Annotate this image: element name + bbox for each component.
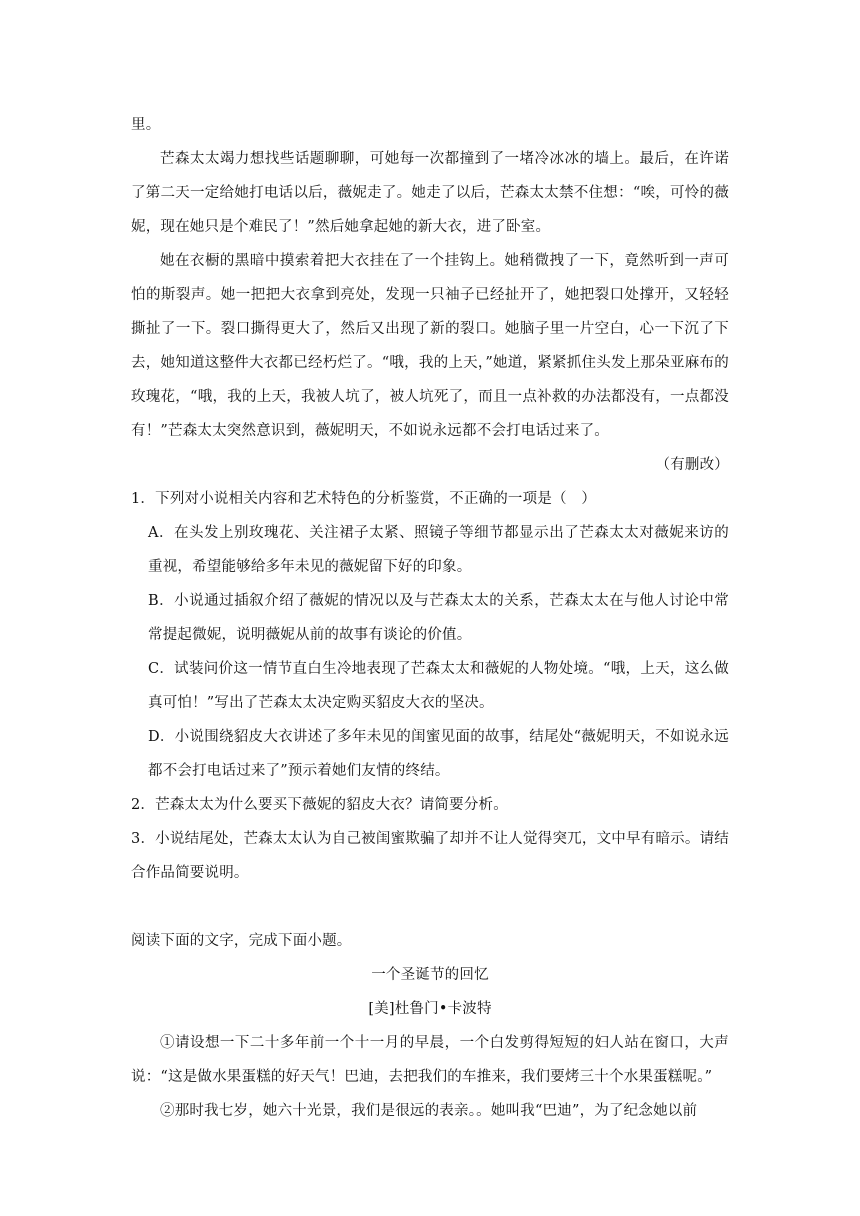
question-1: 1．下列对小说相关内容和艺术特色的分析鉴赏，不正确的一项是（ ）: [131, 491, 597, 507]
question-2: 2．芒森太太为什么要买下薇妮的貂皮大衣？请简要分析。: [131, 797, 508, 813]
option-b: B．小说通过插叙介绍了薇妮的情况以及与芒森太太的关系，芒森太太在与他人讨论中常常提起微妮，说明薇妮从前的故事有谈论的价值。: [148, 593, 729, 643]
section-instruction: 阅读下面的文字，完成下面小题。: [131, 933, 352, 949]
passage-paragraph-2: 她在衣橱的黑暗中摸索着把大衣挂在了一个挂钩上。她稍微拽了一下，竟然听到一声可怕的斯裂声。她一把把大衣拿到亮处，发现一只袖子已经扯开了，她把裂口处撑开，又轻轻撕扯了一下。裂口撕得更大了，然后又出现了新的裂口。她脑子里一片空白，心一下沉了下去，她知道这整件大衣都已经朽烂了。“哦，我的上天，”她道，紧紧抓住头发上那朵亚麻布的玫瑰花，“哦，我的上天，我被人坑了，被人坑死了，而且一点补救的办法都没有，一点都没有！”芒森太太突然意识到，薇妮明天，不如说永远都不会打电话过来了。: [131, 253, 729, 439]
section-gap: [131, 890, 729, 924]
option-c: C．试装问价这一情节直白生冷地表现了芒森太太和薇妮的人物处境。“哦，上天，这么做真可怕！”写出了芒森太太决定购买貂皮大衣的坚决。: [148, 661, 729, 711]
story-author: [美]杜鲁门•卡波特: [368, 1001, 492, 1017]
passage-tail: 里。: [131, 117, 161, 133]
option-a: A．在头发上别玫瑰花、关注裙子太紧、照镜子等细节都显示出了芒森太太对薇妮来访的重视，希望能够给多年未见的薇妮留下好的印象。: [148, 525, 729, 575]
story-paragraph-1: ①请设想一下二十多年前一个十一月的早晨，一个白发剪得短短的妇人站在窗口，大声说：“这是做水果蛋糕的好天气！巴迪，去把我们的车推来，我们要烤三十个水果蛋糕呢。”: [131, 1035, 729, 1085]
story-title: 一个圣诞节的回忆: [371, 967, 489, 983]
document-content: [131, 108, 729, 1128]
question-3: 3．小说结尾处，芒森太太认为自己被闺蜜欺骗了却并不让人觉得突兀，文中早有暗示。请结合作品简要说明。: [131, 831, 729, 881]
source-note: （有删改）: [655, 457, 729, 473]
option-d: D．小说围绕貂皮大衣讲述了多年未见的闺蜜见面的故事，结尾处“薇妮明天，不如说永远都不会打电话过来了”预示着她们友情的终结。: [148, 729, 729, 779]
passage-paragraph-1: 芒森太太竭力想找些话题聊聊，可她每一次都撞到了一堵冷冰冰的墙上。最后，在许诺了第二天一定给她打电话以后，薇妮走了。她走了以后，芒森太太禁不住想：“唉，可怜的薇妮，现在她只是个难民了！”然后她拿起她的新大衣，进了卧室。: [131, 151, 729, 235]
story-paragraph-2: ②那时我七岁，她六十光景，我们是很远的表亲。。她叫我“巴迪”，为了纪念她以前: [160, 1103, 698, 1119]
